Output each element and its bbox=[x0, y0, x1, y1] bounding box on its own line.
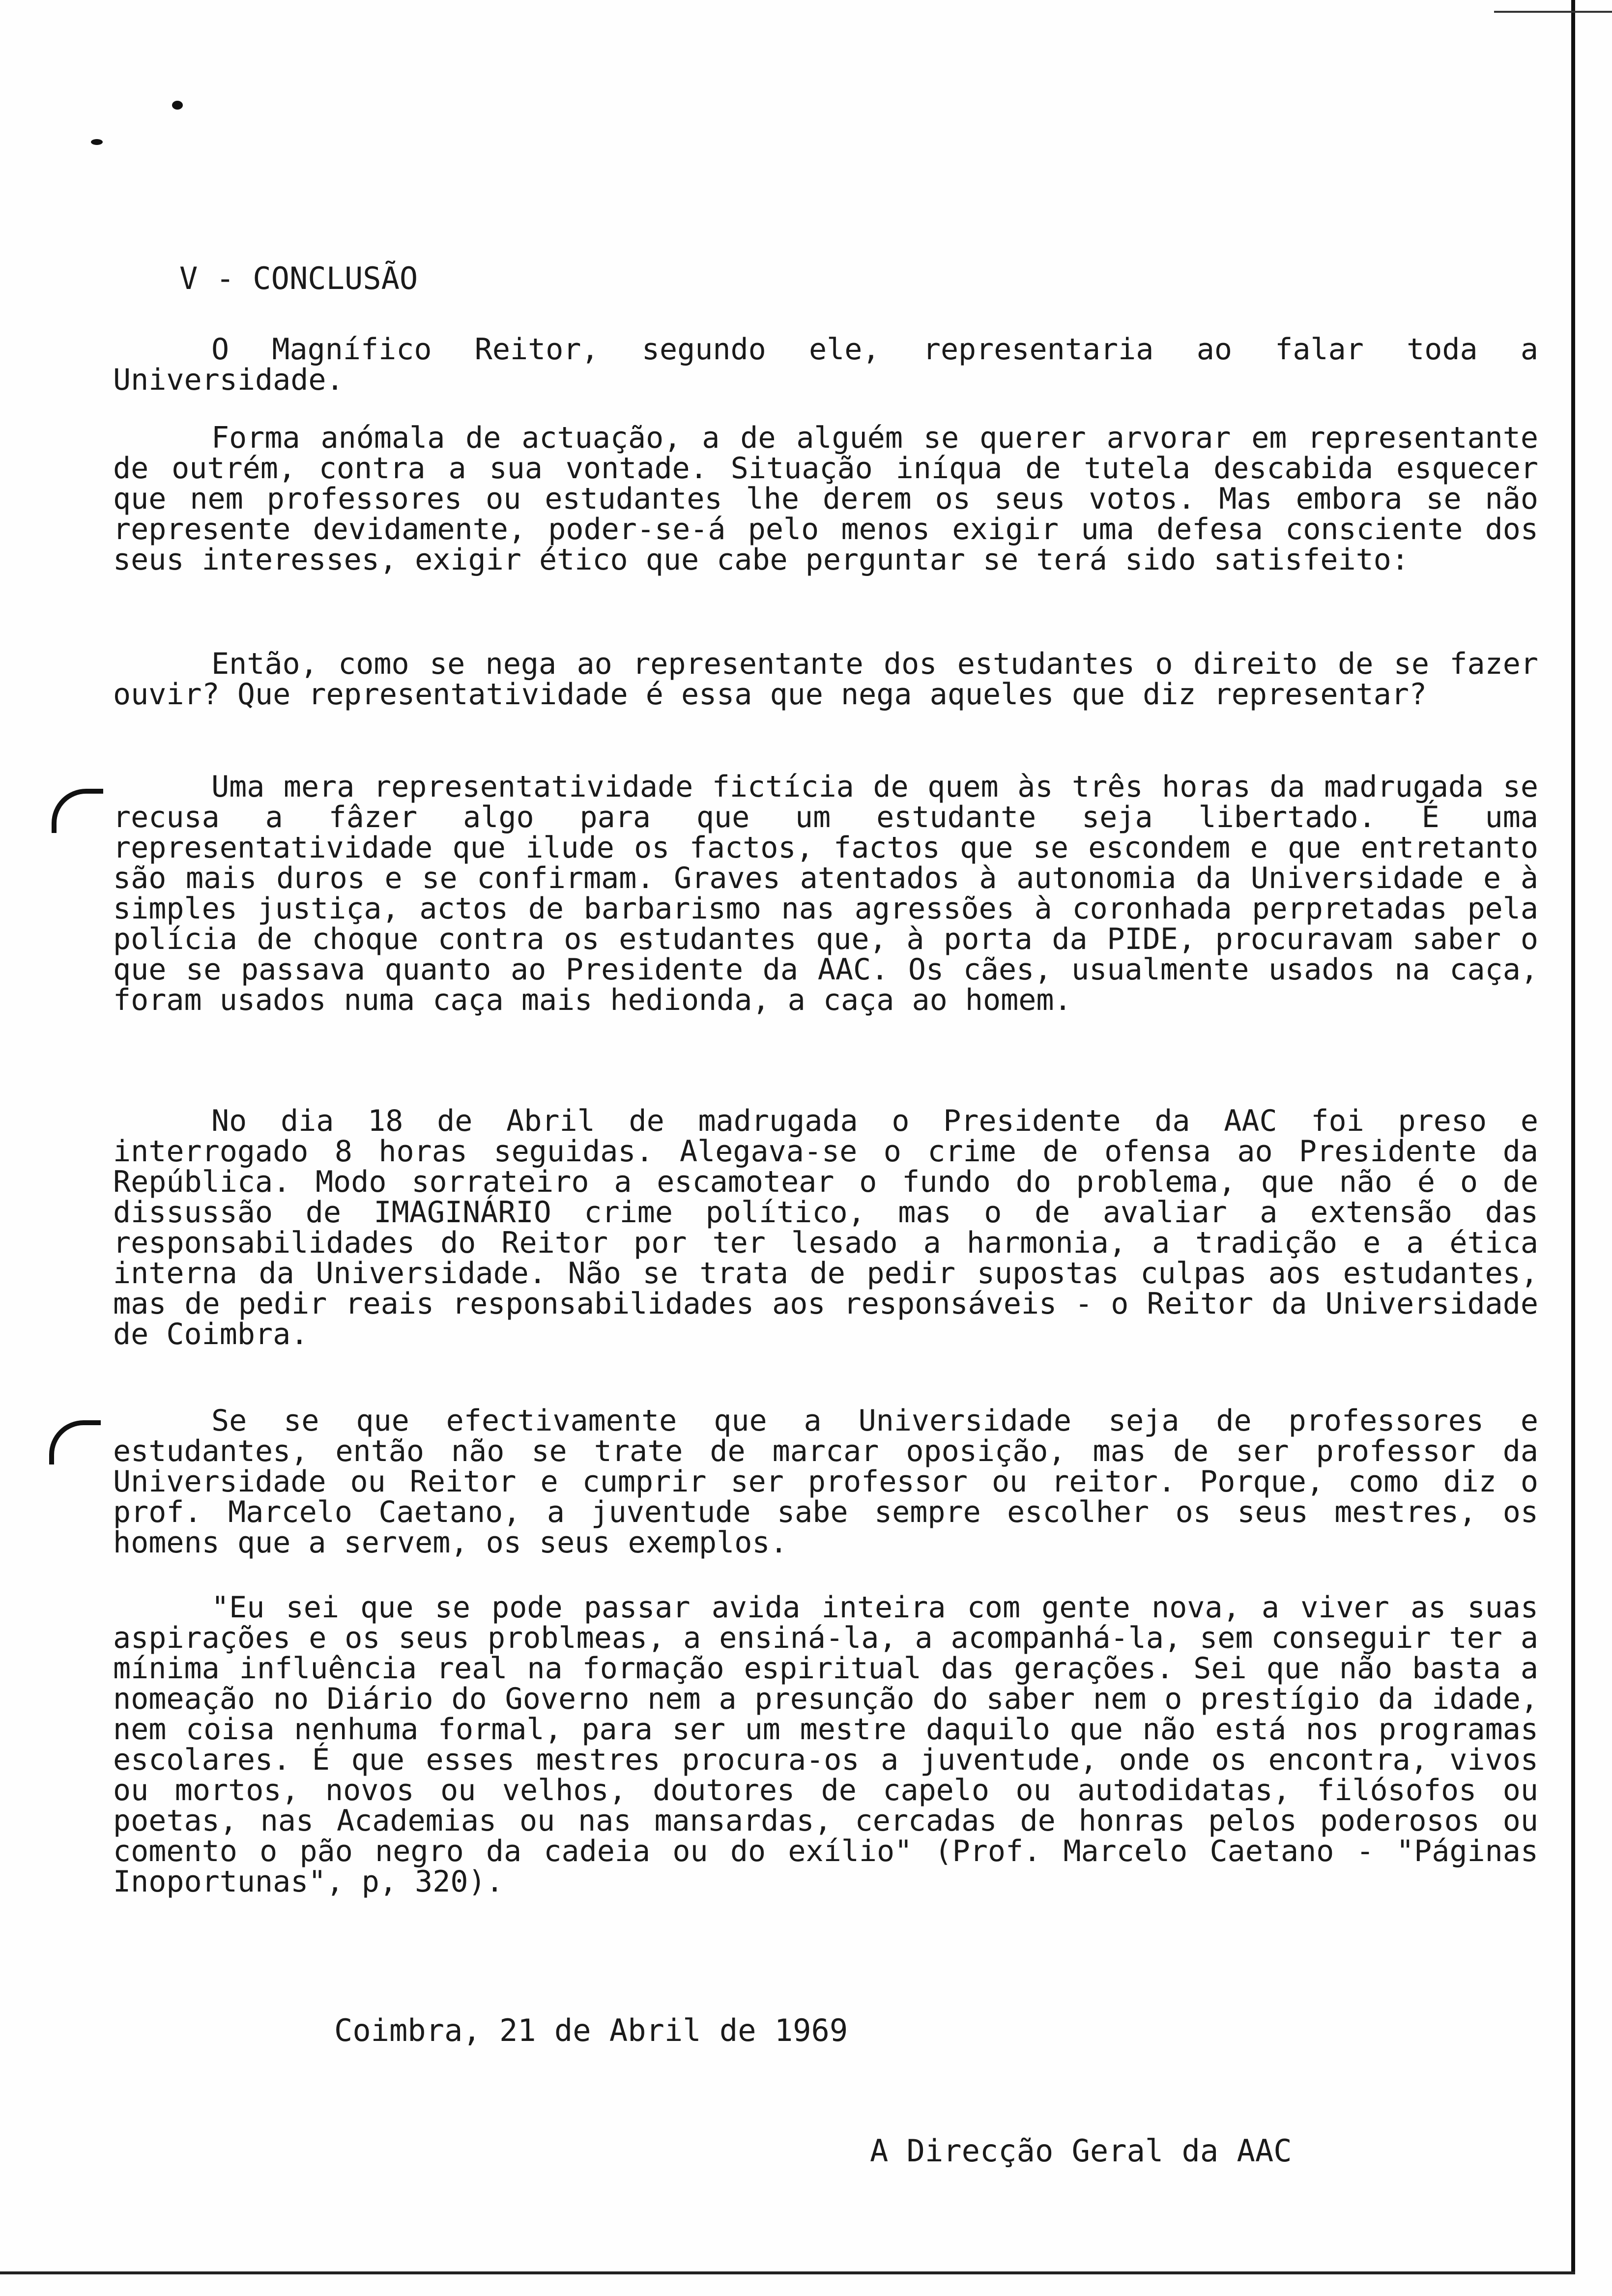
page-edge-bottom bbox=[0, 2271, 1575, 2274]
paragraph-6: Se se que efectivamente que a Universidade seja de professores e estudantes, então não se trate de marcar oposição, mas de ser professor da Universidade ou Reitor e cumprir ser professor ou reitor. Porque, como diz o prof. Marcelo Caetano, a juventude sabe sempre escolher os seus mestres, os homens que a servem, os seus exemplos. bbox=[113, 1404, 1538, 1560]
paragraph-4: Uma mera representatividade fictícia de quem às três horas da madrugada se recusa a fâzer algo para que um estudante seja libertado. É uma representatividade que ilude os factos, factos que se escondem e que entretanto são mais duros e se confirmam. Graves atentados à autonomia da Universidade e à simples justiça, actos de barbarismo nas agressões à coronhada perpretadas pela polícia de choque contra os estudantes que, à porta da PIDE, procuravam saber o que se passava quanto ao Presidente da AAC. Os cães, usualmente usados na caça, foram usados numa caça mais hedionda, a caça ao homem. bbox=[113, 770, 1538, 1017]
paragraph-3: Então, como se nega ao representante dos estudantes o direito de se fazer ouvir? Que representatividade é essa que nega aqueles que diz representar? bbox=[113, 647, 1538, 712]
date-line: Coimbra, 21 de Abril de 1969 bbox=[334, 2012, 848, 2048]
signature: A Direcção Geral da AAC bbox=[870, 2133, 1292, 2169]
paragraph-5: No dia 18 de Abril de madrugada o Presidente da AAC foi preso e interrogado 8 horas seguidas. Alegava-se o crime de ofensa ao Presidente da República. Modo sorrateiro a escamotear o fundo do problema, que não é o de dissussão de IMAGINÁRIO crime político, mas o de avaliar a extensão das responsabilidades do Reitor por ter lesado a harmonia, a tradição e a ética interna da Universidade. Não se trata de pedir supostas culpas aos estudantes, mas de pedir reais responsabilidades aos responsáveis - o Reitor da Universidade de Coimbra. bbox=[113, 1104, 1538, 1351]
ink-speck bbox=[91, 139, 103, 145]
margin-bracket-mark bbox=[52, 789, 103, 833]
section-heading: V - CONCLUSÃO bbox=[179, 260, 418, 296]
paragraph-2: Forma anómala de actuação, a de alguém se querer arvorar em representante de outrém, contra a sua vontade. Situação iníqua de tutela descabida esquecer que nem professores ou estudantes lhe derem os seus votos. Mas embora se não represente devidamente, poder-se-á pelo menos exigir uma defesa consciente dos seus interesses, exigir ético que cabe perguntar se terá sido satisfeito: bbox=[113, 421, 1538, 577]
ink-speck bbox=[172, 101, 183, 110]
page-edge-top bbox=[1494, 11, 1612, 13]
margin-bracket-mark bbox=[49, 1420, 101, 1464]
paragraph-1: O Magnífico Reitor, segundo ele, representaria ao falar toda a Universidade. bbox=[113, 332, 1538, 397]
paragraph-7-quote: "Eu sei que se pode passar avida inteira com gente nova, a viver as suas aspirações e os seus problmeas, a ensiná-la, a acompanhá-la, sem conseguir ter a mínima influência real na formação espiritual das gerações. Sei que não basta a nomeação no Diário do Governo nem a presunção do saber nem o prestígio da idade, nem coisa nenhuma formal, para ser um mestre daquilo que não está nos programas escolares. É que esses mestres procura-os a juventude, onde os encontra, vivos ou mortos, novos ou velhos, doutores de capelo ou autodidatas, filósofos ou poetas, nas Academias ou nas mansardas, cercadas de honras pelos poderosos ou comento o pão negro da cadeia ou do exílio" (Prof. Marcelo Caetano - "Páginas Inoportunas", p, 320). bbox=[113, 1590, 1538, 1899]
page-edge-right bbox=[1571, 0, 1575, 2273]
